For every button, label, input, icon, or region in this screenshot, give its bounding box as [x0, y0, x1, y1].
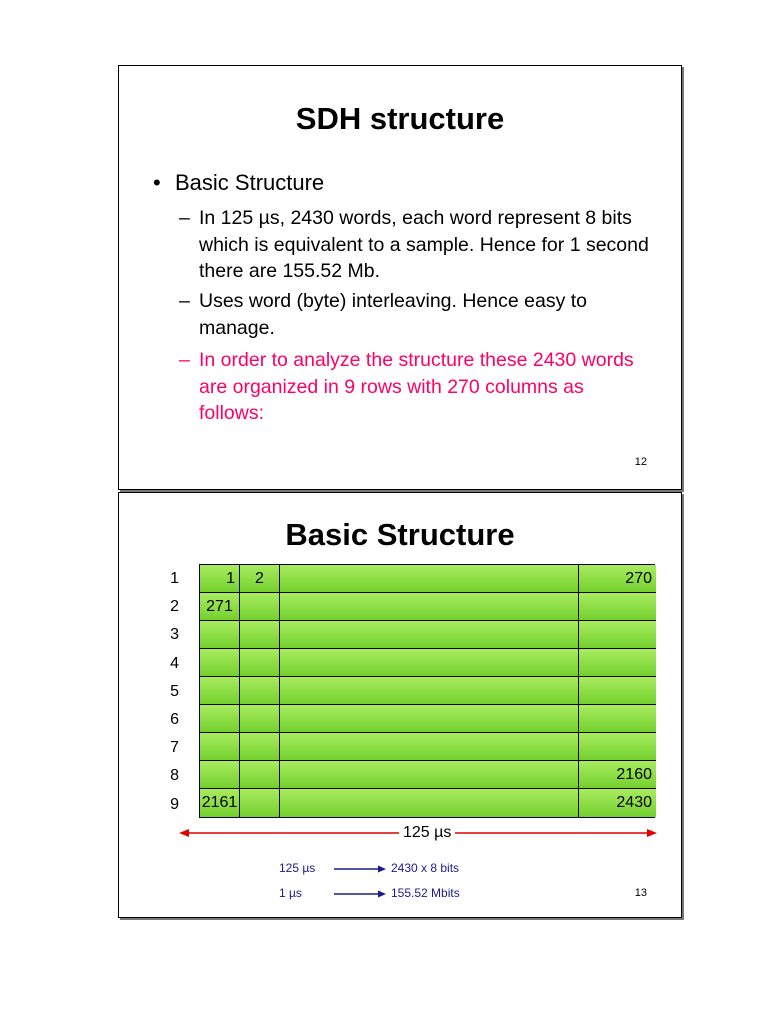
- grid-cell: [280, 789, 579, 817]
- grid-cell: [200, 677, 240, 705]
- dash-mark: –: [179, 290, 190, 312]
- sub-bullet-1: [179, 205, 649, 285]
- grid-cell: [280, 593, 579, 621]
- page-number: 13: [634, 887, 647, 899]
- grid-cell: [240, 705, 280, 733]
- grid-cell: [280, 733, 579, 761]
- grid-cell: 2160: [579, 761, 656, 789]
- slide-12: [118, 65, 682, 490]
- grid-cell: [579, 733, 656, 761]
- grid-cell: [579, 621, 656, 649]
- grid-cell: [200, 761, 240, 789]
- conversion-to: 2430 x 8 bits: [391, 861, 460, 875]
- bullet-mark: •: [153, 170, 161, 195]
- grid-cell: [579, 649, 656, 677]
- grid-cell: [579, 677, 656, 705]
- grid-cell: 270: [579, 565, 656, 593]
- arrow-right-icon: [334, 890, 386, 898]
- grid-cell: 2: [240, 565, 280, 593]
- sub-bullet-text: In order to analyze the structure these 2430 words are organized in 9 rows with 270 columns as follows:: [199, 349, 634, 424]
- grid-cell: [280, 705, 579, 733]
- grid-cell: [240, 593, 280, 621]
- grid-cell: 271: [200, 593, 240, 621]
- row-label: 5: [170, 682, 179, 700]
- grid-cell: [240, 677, 280, 705]
- conversion-from: 125 µs: [279, 861, 316, 875]
- grid-cell: [280, 565, 579, 593]
- row-label: 4: [170, 654, 179, 672]
- conversion-to: 155.52 Mbits: [391, 886, 460, 900]
- grid-cell: [200, 705, 240, 733]
- row-label: 3: [170, 626, 179, 644]
- grid-cell: [240, 621, 280, 649]
- grid-cell: [200, 733, 240, 761]
- grid-cell: 2161: [200, 789, 240, 817]
- timeline: [179, 823, 657, 843]
- grid-cell: 1: [200, 565, 240, 593]
- sub-bullet-2: [179, 288, 649, 341]
- grid-cell: [579, 593, 656, 621]
- grid-cell: [280, 621, 579, 649]
- row-label: 9: [170, 795, 179, 813]
- sub-bullet-text: In 125 µs, 2430 words, each word represent 8 bits which is equivalent to a sample. Hence for 1 second there are 155.52 Mb.: [199, 207, 649, 282]
- sub-bullet-3-highlight: [179, 347, 649, 427]
- row-label: 8: [170, 767, 179, 785]
- grid-cell: [240, 733, 280, 761]
- grid-cell: 2430: [579, 789, 656, 817]
- row-label: 2: [170, 598, 179, 616]
- row-label: 1: [170, 570, 179, 587]
- dash-mark: –: [179, 349, 190, 371]
- arrow-right-icon: [334, 865, 386, 873]
- slide-title: SDH structure: [295, 101, 505, 136]
- slide-13: [118, 492, 682, 918]
- grid-cell: [200, 621, 240, 649]
- bullet-text: Basic Structure: [175, 170, 325, 195]
- timeline-label: 125 µs: [399, 823, 455, 843]
- slide-title: Basic Structure: [285, 517, 515, 552]
- grid-cell: [240, 761, 280, 789]
- page-number: 12: [634, 456, 647, 468]
- row-label: 6: [170, 710, 179, 728]
- grid-cell: [200, 649, 240, 677]
- grid-cell: [240, 649, 280, 677]
- row-labels: [161, 565, 179, 819]
- grid-cell: [579, 705, 656, 733]
- grid-cell: [240, 789, 280, 817]
- sub-bullet-text: Uses word (byte) interleaving. Hence easy to manage.: [199, 290, 588, 339]
- grid-cell: [280, 677, 579, 705]
- dash-mark: –: [179, 207, 190, 229]
- frame-grid: [199, 564, 655, 818]
- row-label: 7: [170, 739, 179, 757]
- conversion-from: 1 µs: [279, 886, 302, 900]
- grid-cell: [280, 649, 579, 677]
- grid-cell: [280, 761, 579, 789]
